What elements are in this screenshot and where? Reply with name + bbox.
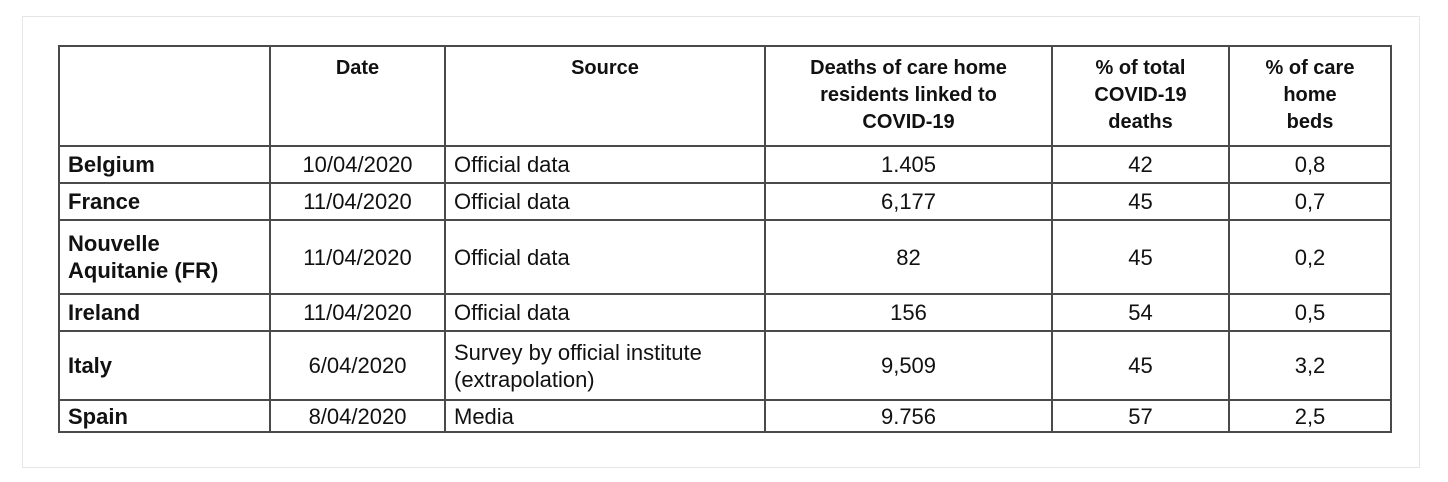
header-deaths: Deaths of care home residents linked to COVID-19 [765, 46, 1052, 146]
deaths-cell: 9.756 [765, 400, 1052, 432]
table-row [59, 400, 1391, 432]
country-cell: France [59, 183, 270, 220]
care-home-deaths-table [58, 45, 1392, 433]
header-pct-total-deaths: % of total COVID-19 deaths [1052, 46, 1229, 146]
country-cell: Spain [59, 400, 270, 432]
table-row [59, 294, 1391, 331]
pct-beds-cell: 3,2 [1229, 331, 1391, 400]
source-cell: Survey by official institute (extrapolation) [445, 331, 765, 400]
table-row [59, 331, 1391, 400]
table-row [59, 183, 1391, 220]
pct-beds-cell: 0,8 [1229, 146, 1391, 183]
date-cell: 11/04/2020 [270, 294, 445, 331]
header-source: Source [445, 46, 765, 146]
header-country [59, 46, 270, 146]
date-cell: 6/04/2020 [270, 331, 445, 400]
header-row [59, 46, 1391, 146]
table-row [59, 146, 1391, 183]
source-cell: Official data [445, 146, 765, 183]
date-cell: 10/04/2020 [270, 146, 445, 183]
header-pct-care-home-beds: % of care home beds [1229, 46, 1391, 146]
pct-beds-cell: 0,5 [1229, 294, 1391, 331]
pct-beds-cell: 2,5 [1229, 400, 1391, 432]
pct-deaths-cell: 57 [1052, 400, 1229, 432]
deaths-cell: 6,177 [765, 183, 1052, 220]
header-date: Date [270, 46, 445, 146]
pct-beds-cell: 0,2 [1229, 220, 1391, 294]
country-cell: Belgium [59, 146, 270, 183]
pct-deaths-cell: 54 [1052, 294, 1229, 331]
source-cell: Media [445, 400, 765, 432]
country-cell: Nouvelle Aquitanie (FR) [59, 220, 270, 294]
pct-deaths-cell: 45 [1052, 331, 1229, 400]
country-cell: Ireland [59, 294, 270, 331]
date-cell: 11/04/2020 [270, 183, 445, 220]
pct-deaths-cell: 42 [1052, 146, 1229, 183]
source-cell: Official data [445, 183, 765, 220]
pct-deaths-cell: 45 [1052, 220, 1229, 294]
pct-beds-cell: 0,7 [1229, 183, 1391, 220]
table-row [59, 220, 1391, 294]
date-cell: 8/04/2020 [270, 400, 445, 432]
deaths-cell: 82 [765, 220, 1052, 294]
deaths-cell: 156 [765, 294, 1052, 331]
source-cell: Official data [445, 220, 765, 294]
country-cell: Italy [59, 331, 270, 400]
date-cell: 11/04/2020 [270, 220, 445, 294]
deaths-cell: 1.405 [765, 146, 1052, 183]
pct-deaths-cell: 45 [1052, 183, 1229, 220]
deaths-cell: 9,509 [765, 331, 1052, 400]
source-cell: Official data [445, 294, 765, 331]
